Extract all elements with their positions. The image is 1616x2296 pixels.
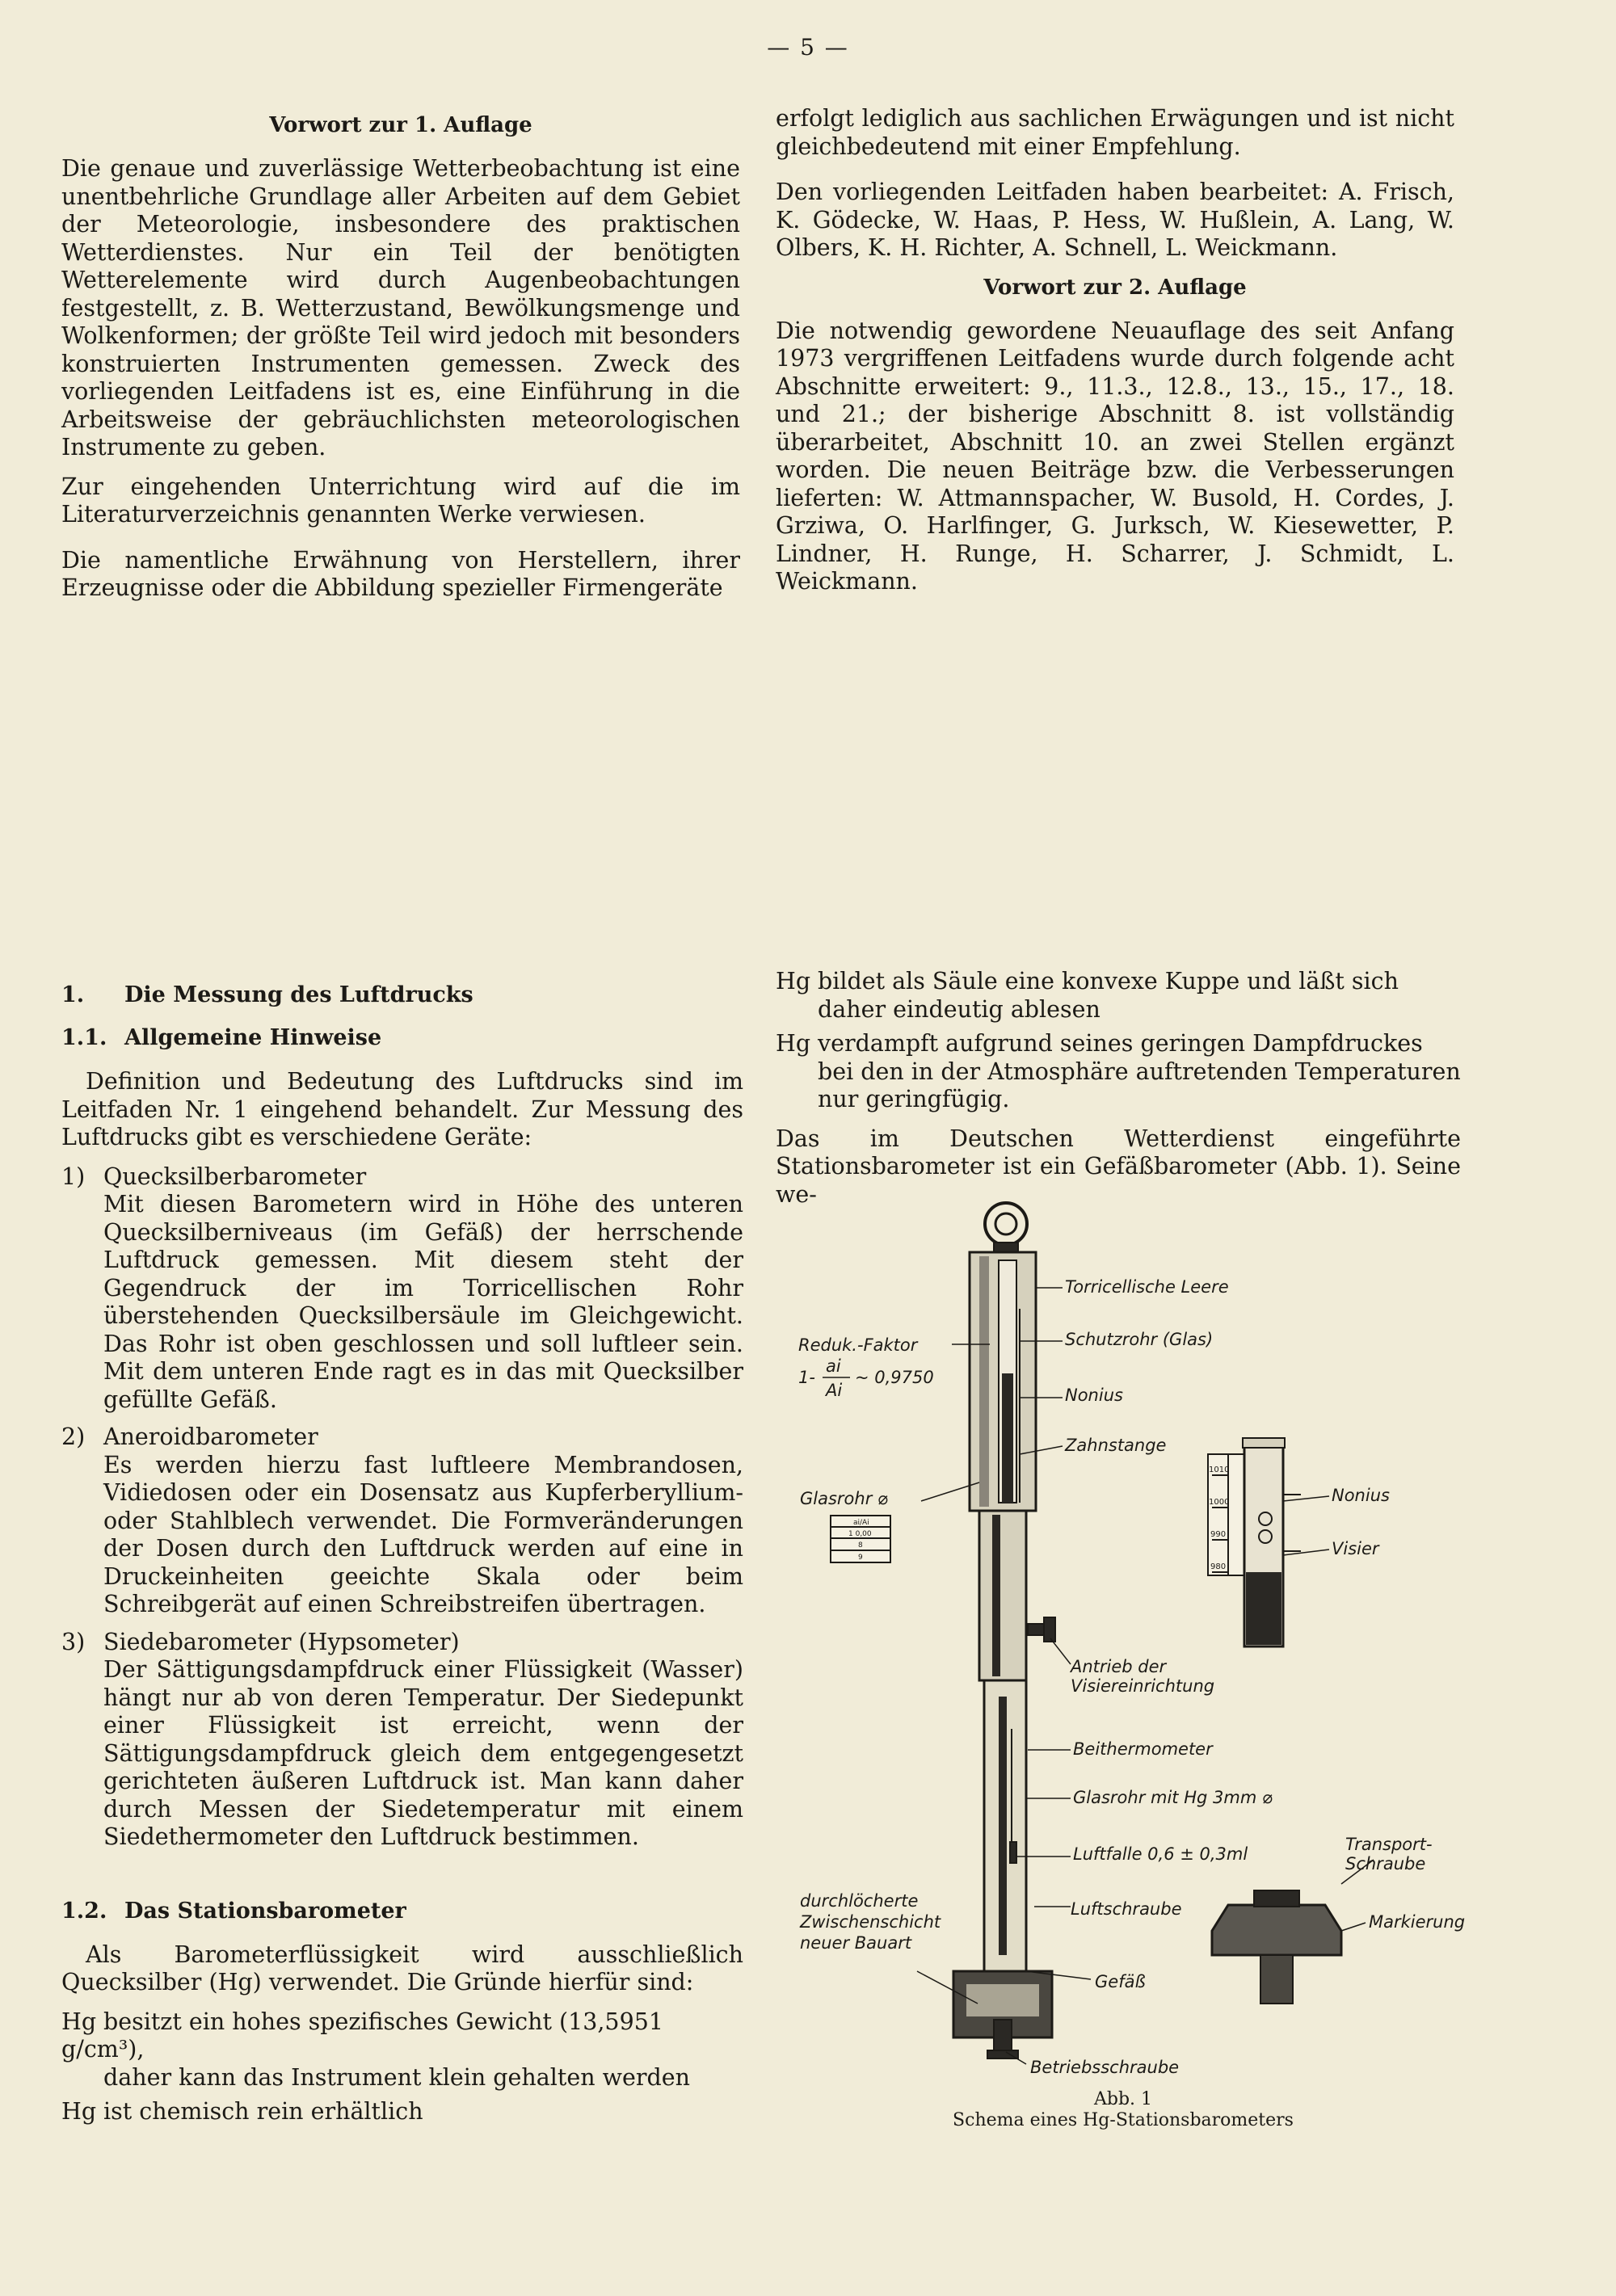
- section1-heading: [61, 982, 743, 1007]
- section1-1-number: 1.1.: [61, 1025, 107, 1050]
- label-schutzrohr: Schutzrohr (Glas): [1065, 1330, 1214, 1349]
- label-luftfalle: Luftfalle 0,6 ± 0,3ml: [1073, 1844, 1248, 1864]
- preface1-cont-paragraph: Den vorliegenden Leitfaden haben bearbeitet: A. Frisch, K. Gödecke, W. Haas, P. Hess, W. Hußlein, A. Lang, W. Olbers, K. H. Richter, A. Schnell, L. Weickmann.: [776, 179, 1454, 261]
- drive-knob: [1028, 1624, 1046, 1635]
- preface1-paragraph: Die genaue und zuverlässige Wetterbeobachtung ist eine unentbehrliche Grundlage aller Arbeiten auf dem Gebiet der Meteorologie, insbesondere des praktischen Wetterdienstes. Nur ein Teil der benötigten Wetterelemente wird durch Augenbeobachtungen festgestellt, z. B. Wetterzustand, Bewölkungsmenge und Wolkenformen; der größte Teil wird jedoch mit besonders konstruierten Instrumenten gemessen. Zweck des vorliegenden Leitfadens ist es, eine Einführung in die Arbeitsweise der gebräuchlichsten meteorologischen Instrumente zu geben.: [61, 155, 740, 460]
- list-item-label: Siedebarometer (Hypsometer): [103, 1628, 460, 1655]
- section1-2-heading: [61, 1899, 743, 1924]
- hg-reason: [776, 968, 1461, 1024]
- section1-number: 1.: [61, 982, 85, 1007]
- list-item-text: Mit diesen Barometern wird in Höhe des unteren Quecksilberniveaus (im Gefäß) der herrschende Luftdruck gemessen. Mit diesem steht der Gegendruck der im Torricellischen Rohr überstehenden Quecksilbersäule im Gleichgewicht. Das Rohr ist oben geschlossen und soll luftleer sein. Mit dem unteren Ende ragt es in das mit Quecksilber gefüllte Gefäß.: [103, 1191, 743, 1413]
- scale-tick: 1000: [1209, 1498, 1230, 1507]
- label-formula-value: ~ 0,9750: [855, 1368, 934, 1387]
- section1-2-intro: Als Barometerflüssigkeit wird ausschließlich Quecksilber (Hg) verwendet. Die Gründe hierfür sind:: [61, 1941, 743, 1995]
- hg-reason-continued: daher eindeutig ablesen: [818, 995, 1100, 1023]
- preface-right-block: [776, 105, 1454, 608]
- label-nonius-left: Nonius: [1065, 1386, 1123, 1405]
- section1-2-right-block: [776, 968, 1461, 1220]
- list-item-number: 1): [61, 1163, 86, 1190]
- hg-reason: [776, 1030, 1461, 1114]
- hg-keyword: Hg: [61, 2098, 97, 2125]
- label-markierung: Markierung: [1369, 1912, 1466, 1932]
- table-cell: 8: [858, 1541, 863, 1550]
- preface2-paragraph: Die notwendig gewordene Neuauflage des seit Anfang 1973 vergriffenen Leitfadens wurde durch folgende acht Abschnitte erweitert: 9., 11.3., 12.8., 13., 15., 17., 18. und 21.; der bisherige Abschnitt 8. ist vollständig überarbeitet, Abschnitt 10. an zwei Stellen ergänzt worden. Die neuen Beiträge bzw. die Verbesserungen lieferten: W. Attmannspacher, W. Busold, H. Cordes, J. Grziwa, O. Harlfinger, G. Jurksch, W. Kiesewetter, P. Lindner, H. Runge, H. Scharrer, J. Schmidt, L. Weickmann.: [776, 317, 1454, 595]
- label-gefaess: Gefäß: [1095, 1972, 1146, 1991]
- label-antrieb: Antrieb der: [1071, 1657, 1167, 1676]
- page-number: — 5 —: [767, 34, 849, 61]
- label-durchloecherte: durchlöcherte: [800, 1891, 919, 1911]
- label-zwischenschicht: Zwischenschicht: [800, 1912, 941, 1932]
- scale-tick: 990: [1210, 1530, 1227, 1539]
- section1-1-heading: [61, 1025, 743, 1050]
- section1-2-number: 1.2.: [61, 1898, 107, 1924]
- hg-reason-text: bildet als Säule eine konvexe Kuppe und läßt sich: [818, 968, 1399, 995]
- list-item-label: Aneroidbarometer: [103, 1423, 318, 1450]
- list-item: [61, 1423, 743, 1619]
- hg-keyword: Hg: [776, 968, 811, 995]
- scale-tick: 980: [1210, 1562, 1227, 1571]
- list-item: [61, 1629, 743, 1852]
- top-ring: [985, 1203, 1027, 1245]
- screw-inset: [1212, 1905, 1341, 1955]
- label-formula-denominator: Ai: [826, 1381, 843, 1400]
- list-item: [61, 1163, 743, 1415]
- figure-caption-title: Abb. 1: [1093, 2089, 1153, 2109]
- middle-rod: [979, 1511, 1026, 1680]
- label-nonius-right: Nonius: [1332, 1486, 1390, 1505]
- label-zahnstange: Zahnstange: [1065, 1436, 1167, 1455]
- preface1-paragraph: Zur eingehenden Unterrichtung wird auf die im Literaturverzeichnis genannten Werke verwiesen.: [61, 473, 740, 528]
- section1-2-outro: Das im Deutschen Wetterdienst eingeführte Stationsbarometer ist ein Gefäßbarometer (Abb. 1). Seine we-: [776, 1125, 1461, 1208]
- label-visier: Visier: [1332, 1539, 1379, 1558]
- scale-tick: 1010: [1209, 1465, 1230, 1474]
- hg-reason-continued: bei den in der Atmosphäre auftretenden Temperaturen nur geringfügig.: [818, 1058, 1461, 1112]
- preface2-heading: Vorwort zur 2. Auflage: [983, 275, 1247, 300]
- label-beithermometer: Beithermometer: [1073, 1739, 1213, 1759]
- label-neuer-bauart: neuer Bauart: [800, 1933, 912, 1953]
- figure-caption-text: Schema eines Hg-Stationsbarometers: [953, 2110, 1294, 2130]
- barometer-figure: [776, 1188, 1487, 2076]
- list-item-label: Quecksilberbarometer: [103, 1163, 367, 1190]
- label-glasrohr: Glasrohr ⌀: [800, 1489, 888, 1508]
- list-item-text: Der Sättigungsdampfdruck einer Flüssigkeit (Wasser) hängt nur ab von deren Temperatur. Der Siedepunkt einer Flüssigkeit ist erreicht, wenn der Sättigungsdampfdruck gleich dem entgegengesetzt gerichteten äußeren Luftdruck ist. Man kann daher durch Messen der Siedetemperatur mit einem Siedethermometer den Luftdruck bestimmen.: [103, 1656, 743, 1850]
- label-formula-numerator: ai: [826, 1356, 841, 1376]
- list-item-number: 3): [61, 1628, 86, 1655]
- section1-1-title: Allgemeine Hinweise: [124, 1025, 382, 1050]
- section1-1-intro: Definition und Bedeutung des Luftdrucks sind im Leitfaden Nr. 1 eingehend behandelt. Zur Messung des Luftdrucks gibt es verschiedene Geräte:: [61, 1068, 743, 1150]
- section1-title: Die Messung des Luftdrucks: [124, 982, 473, 1007]
- preface1-block: [61, 113, 740, 614]
- section1-2-title: Das Stationsbarometer: [124, 1898, 406, 1924]
- label-luftschraube: Luftschraube: [1071, 1899, 1182, 1919]
- hg-reason-text: besitzt ein hohes spezifisches Gewicht (13,5951 g/cm³),: [61, 2008, 663, 2063]
- label-betriebsschraube: Betriebsschraube: [1030, 2058, 1180, 2076]
- label-reduk-faktor: Reduk.-Faktor: [798, 1335, 918, 1355]
- preface1-heading: Vorwort zur 1. Auflage: [269, 113, 532, 137]
- label-transport: Transport-: [1345, 1835, 1433, 1854]
- preface1-paragraph: Die namentliche Erwähnung von Herstellern, ihrer Erzeugnisse oder die Abbildung spezieller Firmengeräte: [61, 546, 740, 601]
- label-schraube: Schraube: [1345, 1854, 1426, 1873]
- table-cell: 9: [858, 1554, 863, 1562]
- table-cell: 1 0,00: [848, 1530, 872, 1538]
- section1-block: [61, 982, 743, 2133]
- figure-caption: [889, 2089, 1357, 2131]
- hg-reason-continued: daher kann das Instrument klein gehalten werden: [103, 2063, 690, 2091]
- preface1-cont-paragraph: erfolgt lediglich aus sachlichen Erwägungen und ist nicht gleichbedeutend mit einer Empfehlung.: [776, 105, 1454, 160]
- hg-keyword: Hg: [61, 2008, 97, 2035]
- table-cell: ai/Ai: [853, 1519, 869, 1527]
- label-torricelli: Torricellische Leere: [1065, 1277, 1229, 1297]
- list-item-text: Es werden hierzu fast luftleere Membrandosen, Vidiedosen oder ein Dosensatz aus Kupferberyllium- oder Stahlblech verwendet. Die Formveränderungen der Dosen durch den Luftdruck werden auf eine in Druckeinheiten geeichte Skala oder beim Schreibgerät auf einen Schreibstreifen übertragen.: [103, 1451, 743, 1617]
- hg-reason-text: verdampft aufgrund seines geringen Dampfdruckes: [818, 1030, 1423, 1057]
- hg-keyword: Hg: [776, 1030, 811, 1057]
- list-item-number: 2): [61, 1423, 86, 1450]
- label-formula-prefix: 1-: [798, 1368, 815, 1387]
- label-visiereinrichtung: Visiereinrichtung: [1071, 1676, 1215, 1696]
- hg-reason-text: ist chemisch rein erhältlich: [103, 2098, 423, 2125]
- label-glasrohr-hg: Glasrohr mit Hg 3mm ⌀: [1073, 1788, 1273, 1807]
- hg-reason: [61, 2008, 743, 2092]
- hg-reason: [61, 2098, 743, 2126]
